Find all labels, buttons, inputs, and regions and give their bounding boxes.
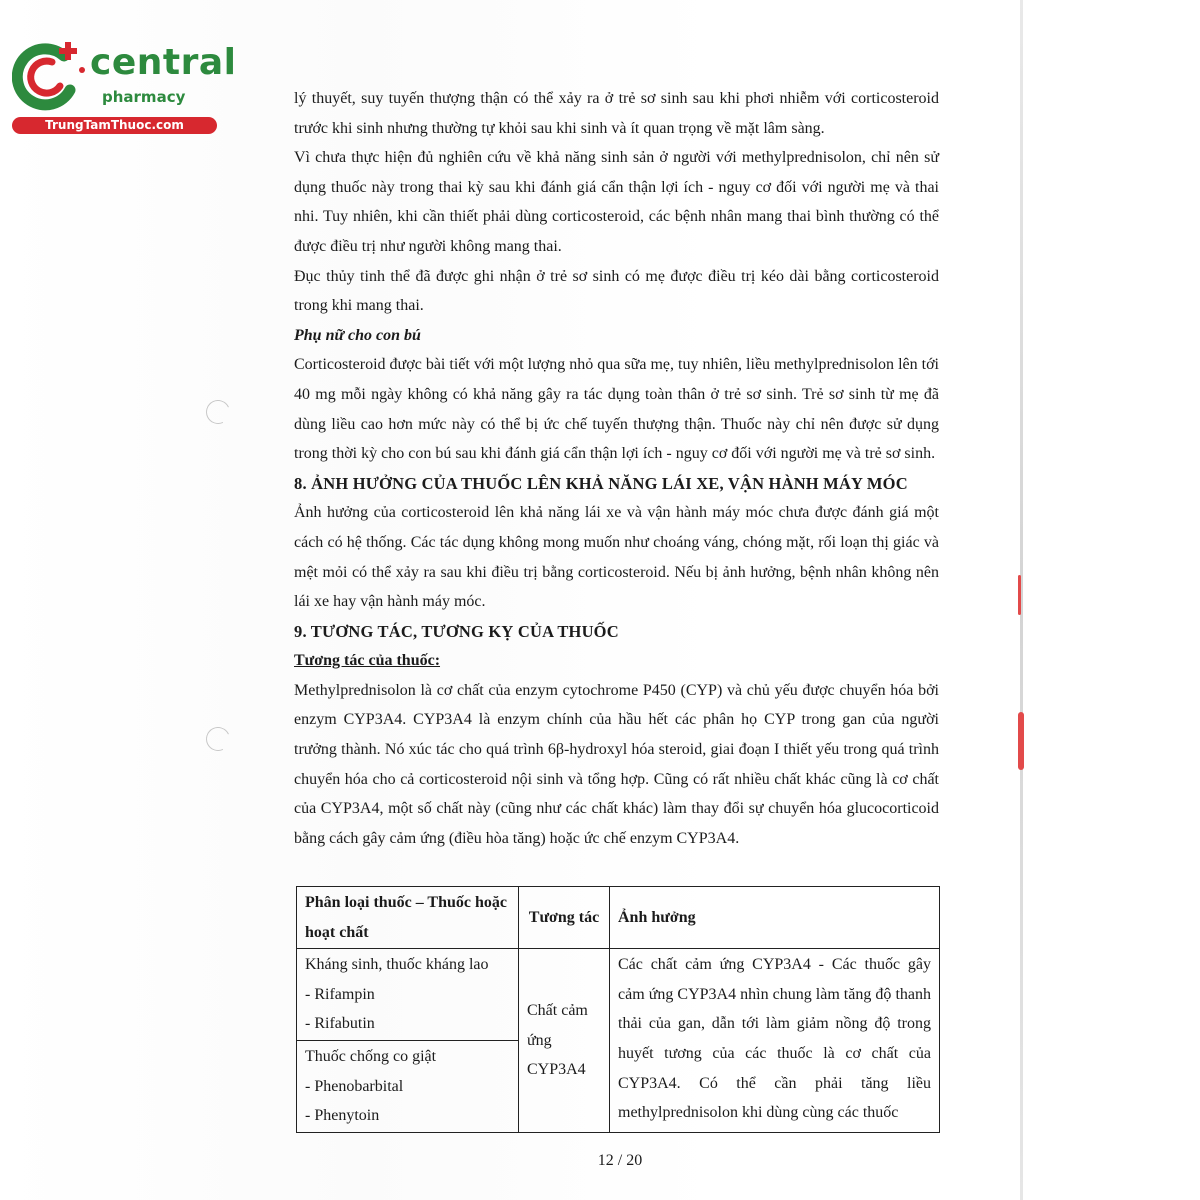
- paragraph-cyp3a4: Methylprednisolon là cơ chất của enzym cytochrome P450 (CYP) và chủ yếu được chuyển hóa bởi enzym CYP3A4. CYP3A4 là enzym chính của hầu hết các phân họ CYP trong gan của người trưởng thành. Nó xúc tác cho quá trình 6β-hydroxyl hóa steroid, giai đoạn I thiết yếu trong quá trình chuyển hóa cho cả corticosteroid nội sinh và tổng hợp. Cũng có rất nhiều chất khác cũng là cơ chất của CYP3A4, một số chất này (cũng như các chất khác) làm thay đổi sự chuyển hóa glucocorticoid bằng cách gây cảm ứng (điều hòa tăng) hoặc ức chế enzym CYP3A4.: [294, 681, 939, 847]
- logo-brand-text: central: [90, 42, 237, 83]
- drug-item: - Rifabutin: [305, 1015, 375, 1033]
- logo-site-banner: TrungTamThuoc.com: [12, 117, 217, 134]
- table-cell-interaction: Chất cảm ứng CYP3A4: [519, 949, 610, 1133]
- table-row: [297, 949, 940, 1041]
- paragraph-driving: Ảnh hưởng của corticosteroid lên khả năng lái xe và vận hành máy móc chưa được đánh giá một cách có hệ thống. Các tác dụng không mong muốn như choáng váng, chóng mặt, rối loạn thị giác và mệt mỏi có thể xảy ra sau khi điều trị bằng corticosteroid. Nếu bị ảnh hưởng, bệnh nhân không nên lái xe hay vận hành máy móc.: [294, 504, 939, 611]
- drug-group-title: Kháng sinh, thuốc kháng lao: [305, 956, 489, 974]
- table-header-row: [297, 887, 940, 949]
- pharmacy-cross-icon: [12, 40, 88, 112]
- interaction-table: [296, 886, 940, 1133]
- table-header-cell: Tương tác: [519, 887, 610, 949]
- drug-group-title: Thuốc chống co giật: [305, 1047, 437, 1065]
- heading-breastfeeding: Phụ nữ cho con bú: [294, 326, 421, 344]
- paragraph-cataract: Đục thủy tinh thể đã được ghi nhận ở trẻ sơ sinh có mẹ được điều trị kéo dài bằng corticosteroid trong khi mang thai.: [294, 267, 939, 315]
- drug-item: - Phenytoin: [305, 1107, 380, 1125]
- table-header-cell: Phân loại thuốc – Thuốc hoặc hoạt chất: [297, 887, 519, 949]
- paragraph-breastfeeding: Corticosteroid được bài tiết với một lượng nhỏ qua sữa mẹ, tuy nhiên, liều methylprednisolon lên tới 40 mg mỗi ngày không có khả năng gây ra tác dụng toàn thân ở trẻ sơ sinh. Trẻ sơ sinh từ mẹ đã dùng liều cao hơn mức này có thể bị ức chế tuyến thượng thận. Thuốc này chỉ nên được sử dụng trong thời kỳ cho con bú sau khi đánh giá cẩn thận lợi ích - nguy cơ đối với người mẹ và trẻ sơ sinh.: [294, 356, 939, 463]
- logo-sub-text: pharmacy: [102, 88, 186, 106]
- central-pharmacy-logo: [10, 38, 237, 138]
- document-body: [294, 84, 939, 853]
- table-cell-effect: Các chất cảm ứng CYP3A4 - Các thuốc gây cảm ứng CYP3A4 nhìn chung làm tăng độ thanh thải của gan, dẫn tới làm giảm nồng độ trong huyết tương của các thuốc là cơ chất của CYP3A4. Có thể cần phải tăng liều methylprednisolon khi dùng cùng các thuốc: [610, 949, 940, 1133]
- paragraph-adrenal: lý thuyết, suy tuyến thượng thận có thể xảy ra ở trẻ sơ sinh sau khi phơi nhiễm với corticosteroid trước khi sinh nhưng thường tự khỏi sau khi sinh và ít quan trọng về mặt lâm sàng.: [294, 90, 939, 137]
- drug-item: - Rifampin: [305, 985, 375, 1003]
- stamp-edge-mark: [1018, 575, 1021, 615]
- table-header-cell: Ảnh hưởng: [610, 887, 940, 949]
- drug-item: - Phenobarbital: [305, 1077, 404, 1095]
- section-heading-8: 8. ẢNH HƯỞNG CỦA THUỐC LÊN KHẢ NĂNG LÁI XE, VẬN HÀNH MÁY MÓC: [294, 473, 908, 493]
- stamp-edge-mark: [1018, 712, 1024, 770]
- paragraph-pregnancy: Vì chưa thực hiện đủ nghiên cứu về khả năng sinh sản ở người với methylprednisolon, chỉ nên sử dụng thuốc này trong thai kỳ sau khi đánh giá cẩn thận lợi ích - nguy cơ đối với người mẹ và thai nhi. Tuy nhiên, khi cần thiết phải dùng corticosteroid, các bệnh nhân mang thai bình thường có thể được điều trị như người không mang thai.: [294, 149, 939, 255]
- heading-interactions: Tương tác của thuốc:: [294, 652, 441, 670]
- page-number: 12 / 20: [597, 1152, 643, 1169]
- section-heading-9: 9. TƯƠNG TÁC, TƯƠNG KỴ CỦA THUỐC: [294, 621, 619, 641]
- table-cell-drug-group: [297, 949, 519, 1041]
- table-cell-drug-group: [297, 1040, 519, 1132]
